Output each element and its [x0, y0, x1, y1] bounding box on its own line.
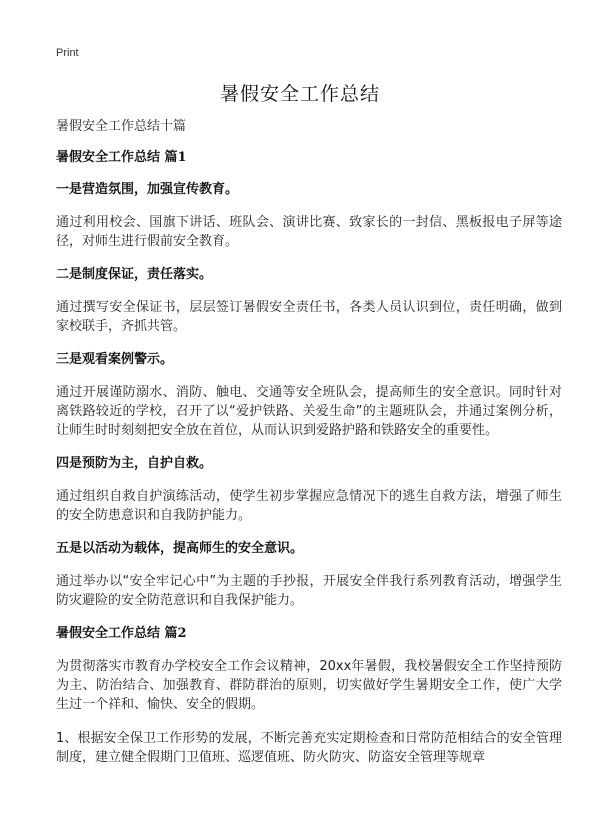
paragraph: 通过利用校会、国旗下讲话、班队会、演讲比赛、致家长的一封信、黑板报电子屏等途径，对师生进行假前安全教育。	[56, 215, 562, 249]
paragraph: 为贯彻落实市教育办学校安全工作会议精神，20xx年暑假，我校暑假安全工作坚持预防为主、防治结合、加强教育、群防群治的原则，切实做好学生暑期安全工作，使广大学生过一个祥和、愉快、安全的假期。	[56, 659, 562, 712]
paragraph: 通过举办以“安全牢记心中”为主题的手抄报，开展安全伴我行系列教育活动，增强学生防灾避险的安全防范意识和自我保护能力。	[56, 574, 562, 608]
section-heading: 三是观看案例警示。	[56, 352, 174, 367]
print-label[interactable]: Print	[56, 47, 79, 59]
document-title: 暑假安全工作总结	[219, 83, 380, 105]
section-heading: 二是制度保证，责任落实。	[56, 267, 213, 282]
section-heading: 暑假安全工作总结 篇2	[56, 626, 187, 641]
document-content	[56, 118, 562, 782]
section-heading: 四是预防为主，自护自救。	[56, 456, 213, 471]
section-heading: 一是营造氛围，加强宣传教育。	[56, 182, 239, 197]
section-heading: 暑假安全工作总结 篇1	[56, 150, 187, 165]
paragraph: 通过撰写安全保证书，层层签订暑假安全责任书，各类人员认识到位，责任明确，做到家校联手，齐抓共管。	[56, 300, 562, 334]
section-heading: 五是以活动为载体，提高师生的安全意识。	[56, 541, 304, 556]
document-subtitle: 暑假安全工作总结十篇	[56, 119, 187, 134]
paragraph: 通过开展谨防溺水、消防、触电、交通等安全班队会，提高师生的安全意识。同时针对离铁路较近的学校，召开了以“爱护铁路、关爱生命”的主题班队会，并通过案例分析，让师生时时刻刻把安全放在首位，从而认识到爱路护路和铁路安全的重要性。	[56, 385, 562, 438]
paragraph: 1、根据安全保卫工作形势的发展，不断完善充实定期检查和日常防范相结合的安全管理制度，建立健全假期门卫值班、巡逻值班、防火防灾、防盗安全管理等规章	[56, 731, 562, 765]
paragraph: 通过组织自救自护演练活动，使学生初步掌握应急情况下的逃生自救方法，增强了师生的安全防患意识和自我防护能力。	[56, 489, 562, 523]
